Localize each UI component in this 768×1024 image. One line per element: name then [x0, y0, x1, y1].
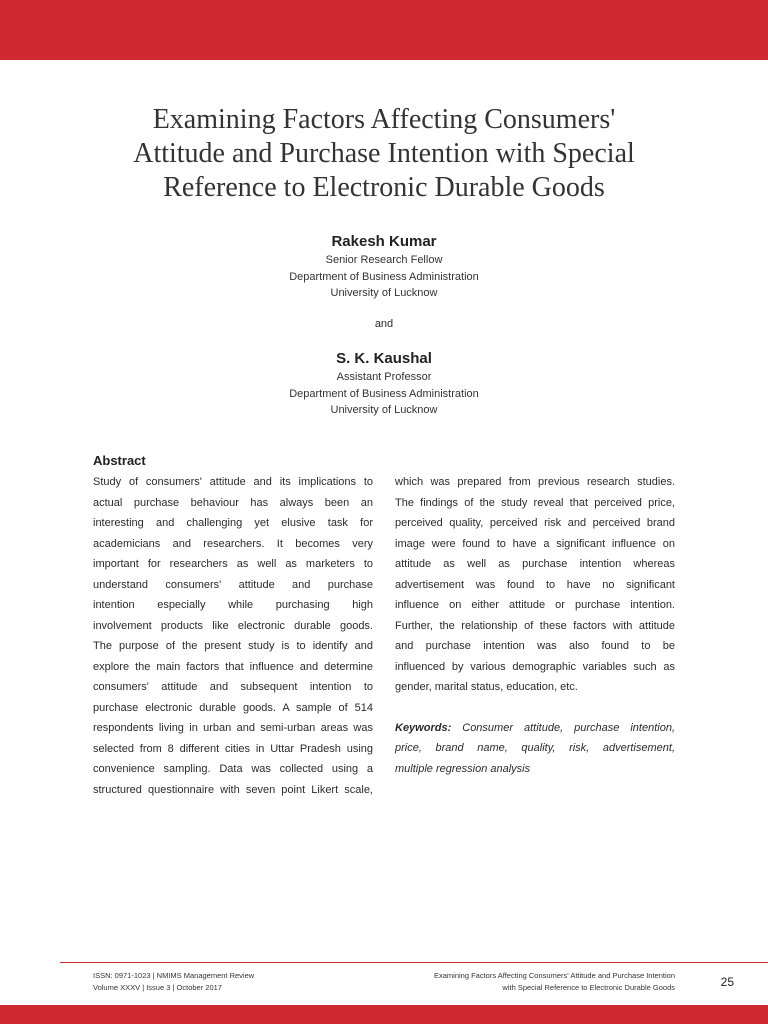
top-color-band [0, 0, 768, 60]
footer-divider [60, 962, 768, 963]
abstract-line: academicians and researchers. It becomes very [93, 537, 373, 550]
abstract-line: explore the main factors that influence and determine [93, 660, 373, 673]
abstract-left-column [93, 472, 373, 800]
footer-journal-info [93, 970, 254, 993]
abstract-line: intention especially while purchasing high [93, 599, 373, 611]
abstract-line: Study of consumers' attitude and its implications to [93, 476, 373, 488]
keywords-spacer [395, 698, 675, 718]
affiliation-line: University of Lucknow [330, 287, 438, 299]
abstract-line: interesting and challenging yet elusive task for [93, 517, 373, 529]
affiliation-line: Assistant Professor [336, 371, 432, 383]
abstract-line: involvement products like electronic durable goods. [93, 619, 373, 632]
abstract-line: gender, marital status, education, etc. [395, 681, 578, 693]
abstract-line: and purchase intention was also found to be [395, 640, 675, 652]
footer-line: Examining Factors Affecting Consumers' Attitude and Purchase Intention [433, 971, 675, 980]
footer-line: with Special Reference to Electronic Durable Goods [502, 982, 675, 992]
abstract-line: important for researchers as well as marketers to [93, 558, 373, 570]
abstract-line: understand consumers' attitude and purchase [93, 578, 373, 591]
abstract-line: influenced by various demographic variables such as [395, 660, 675, 673]
affiliation-line: Department of Business Administration [289, 387, 479, 400]
bottom-color-band [0, 1005, 768, 1024]
abstract-line: selected from 8 different cities in Uttar Pradesh using [93, 742, 373, 755]
keywords-line: multiple regression analysis [395, 762, 531, 775]
abstract-line: Further, the relationship of these factors with attitude [395, 619, 675, 632]
title-line: Attitude and Purchase Intention with Special [133, 138, 635, 169]
abstract-right-column [395, 472, 675, 779]
author-separator: and [374, 318, 394, 330]
keywords-label: Keywords: [395, 721, 452, 734]
footer-line: Volume XXXV | Issue 3 | October 2017 [93, 982, 222, 992]
abstract-line: advertisement was found to have no significant [395, 578, 675, 591]
footer-line: ISSN: 0971-1023 | NMIMS Management Review [93, 971, 255, 980]
author-affiliation [184, 369, 584, 419]
affiliation-line: Senior Research Fellow [325, 254, 443, 266]
abstract-line: perceived quality, perceived risk and perceived brand [395, 517, 675, 529]
abstract-line: which was prepared from previous research studies. [395, 476, 675, 488]
author-block-1 [184, 232, 584, 302]
author-name: Rakesh Kumar [331, 233, 437, 250]
abstract-line: influence on either attitude or purchase intention. [395, 599, 675, 611]
footer-running-title [340, 970, 675, 993]
affiliation-line: University of Lucknow [330, 404, 438, 416]
abstract-line: The findings of the study reveal that perceived price, [395, 496, 675, 509]
abstract-line: attitude as well as purchase intention whereas [395, 558, 675, 570]
abstract-line: structured questionnaire with seven point Likert scale, [93, 783, 373, 796]
title-line: Examining Factors Affecting Consumers' [152, 104, 616, 135]
author-affiliation [184, 252, 584, 302]
page-number: 25 [720, 975, 734, 989]
affiliation-line: Department of Business Administration [289, 270, 479, 283]
abstract-line: actual purchase behaviour has always been an [93, 496, 373, 509]
abstract-line: respondents living in urban and semi-urban areas was [93, 722, 373, 734]
keywords-text: Consumer attitude, purchase intention, [462, 721, 675, 734]
author-name: S. K. Kaushal [336, 350, 432, 367]
abstract-heading: Abstract [93, 453, 146, 468]
author-block-2 [184, 349, 584, 419]
abstract-line: image were found to have a significant influence on [395, 537, 675, 550]
abstract-line: convenience sampling. Data was collected using a [93, 763, 373, 775]
abstract-line: consumers' attitude and subsequent intention to [93, 681, 373, 693]
article-title [60, 103, 708, 205]
title-line: Reference to Electronic Durable Goods [163, 172, 605, 203]
abstract-line: The purpose of the present study is to identify and [93, 640, 373, 652]
abstract-line: purchase electronic durable goods. A sample of 514 [93, 701, 373, 714]
keywords-line [395, 718, 675, 739]
keywords-line: price, brand name, quality, risk, advertisement, [395, 742, 675, 754]
